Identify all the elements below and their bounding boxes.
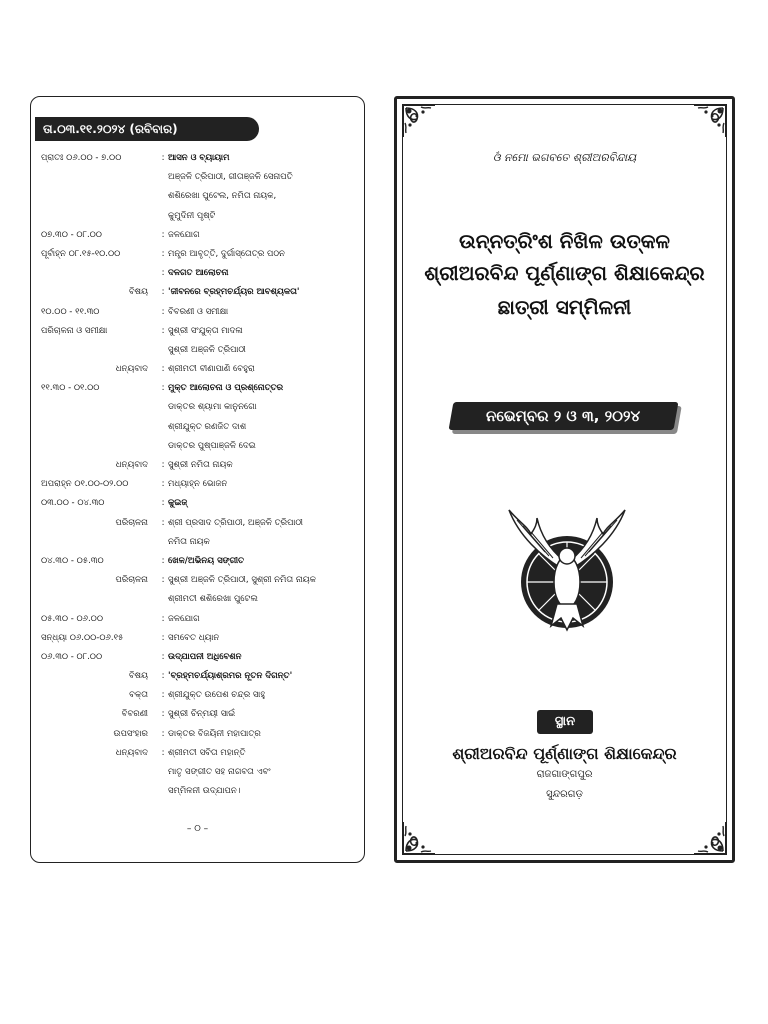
schedule-separator: :: [161, 728, 165, 739]
schedule-row: [31, 610, 365, 629]
schedule-row: [31, 571, 365, 590]
schedule-separator: :: [161, 613, 165, 624]
schedule-row: [31, 725, 365, 744]
schedule-time: ପରିଚାଳନା: [115, 517, 148, 528]
schedule-item: ସୁଶ୍ରୀ ସଂଯୁକ୍ତା ମାଦଳା: [168, 325, 243, 336]
date-banner: ତା.୦୩.୧୧.୨୦୨୪ (ରବିବାର): [35, 117, 259, 141]
schedule-row: [31, 360, 365, 379]
schedule-time: ପରିଚାଳନା ଓ ସମୀକ୍ଷା: [41, 325, 108, 336]
schedule-row: [31, 187, 365, 206]
schedule-item: ସୁଶ୍ରୀ ନମିତା ନାୟକ: [168, 460, 233, 470]
schedule-row: [31, 494, 365, 513]
schedule-item: 'ବ୍ରହ୍ମଚର୍ଯ୍ୟାଶ୍ରମର ନୂତନ ଦିଗନ୍ତ': [168, 671, 293, 682]
schedule-separator: :: [161, 498, 165, 509]
schedule-time: ପ୍ରାତଃ ୦୬.୦୦ - ୭.୦୦: [41, 153, 122, 163]
schedule-time: ପରିଚାଳନା: [115, 575, 148, 586]
schedule-separator: :: [161, 690, 165, 701]
schedule-row: [31, 456, 365, 475]
schedule-item: ମାତୃ ସଙ୍ଗୀତ ସହ ନାଗବତା ଏବଂ: [168, 767, 271, 777]
venue-name: ଶ୍ରୀଅରବିନ୍ଦ ପୂର୍ଣ୍ଣାଙ୍ଗ ଶିକ୍ଷାକେନ୍ଦ୍ର: [452, 744, 677, 763]
schedule-time: ୧୧.୩୦ - ୦୧.୦୦: [41, 383, 100, 394]
schedule-item: ଆସନ ଓ ବ୍ୟାୟାମ: [168, 153, 230, 163]
schedule-item: କୁଇଜ୍: [168, 498, 188, 509]
schedule-row: [31, 341, 365, 360]
schedule-item: ଡାକ୍ତର ପୁଷ୍ପାଞ୍ଜଳି ଦେଇ: [168, 440, 256, 451]
schedule-item: ଖେଳ/ଅଭିନୟ ସଙ୍ଗୀତ: [168, 555, 245, 566]
corner-ornament-icon: [401, 820, 437, 856]
event-title-line-1: ଉନ୍ନତ୍ରିଂଶ ନିଖିଳ ଉତ୍କଳ: [459, 229, 670, 253]
schedule-row: [31, 782, 365, 801]
schedule-row: [31, 648, 365, 667]
schedule-item: ସମବେତ ଧ୍ୟାନ: [168, 632, 220, 643]
dove-emblem-icon: [501, 506, 633, 638]
schedule-time: ଧନ୍ୟବାଦ: [115, 747, 148, 758]
schedule-item: ବିବରଣୀ ଓ ସମୀକ୍ଷା: [168, 306, 229, 317]
schedule-separator: :: [161, 555, 165, 566]
schedule-row: [31, 475, 365, 494]
schedule-item: ମୁକ୍ତ ଆଲୋଚନା ଓ ପ୍ରଶ୍ନୋତ୍ତର: [168, 383, 284, 394]
schedule-row: [31, 686, 365, 705]
schedule-item: ଡାକ୍ତର ବିଜୟିନୀ ମହାପାତ୍ର: [168, 728, 261, 739]
schedule-item: ଶ୍ରୀ ପ୍ରସାଦ ତ୍ରିପାଠୀ, ଅଞ୍ଜଳି ତ୍ରିପାଠୀ: [168, 517, 303, 528]
schedule-separator: :: [161, 671, 165, 682]
schedule-time: ବିଷୟ: [128, 671, 148, 682]
schedule-row: [31, 245, 365, 264]
schedule-item: ସୁଶ୍ରୀ ଅଞ୍ଜଳି ତ୍ରିପାଠୀ: [168, 344, 246, 355]
schedule-row: [31, 514, 365, 533]
schedule-item: ଡାକ୍ତର ଶ୍ୟାମା କାନୁନଗୋ: [168, 402, 257, 413]
schedule-separator: :: [161, 364, 165, 375]
schedule-item: ଶଶିରେଖା ପୁଟେଲ, ନମିତା ନାୟକ,: [168, 191, 277, 202]
schedule-row: [31, 552, 365, 571]
schedule-row: [31, 322, 365, 341]
schedule-time: ବିବରଣୀ: [121, 709, 148, 720]
schedule-row: [31, 264, 365, 283]
schedule-item: ସୁଶ୍ରୀ ଅଞ୍ଜଳି ତ୍ରିପାଠୀ, ସୁଶ୍ରୀ ନମିତା ନାୟକ: [168, 575, 316, 586]
schedule-separator: :: [161, 383, 165, 394]
venue-town: ରାଜଗାଙ୍ଗପୁର: [536, 769, 593, 780]
schedule-row: [31, 303, 365, 322]
schedule-separator: :: [161, 517, 165, 528]
schedule-item: ଦଳଗତ ଆଲୋଚନା: [168, 268, 229, 279]
schedule-row: [31, 379, 365, 398]
schedule-time: ବକ୍ତା: [129, 690, 148, 701]
schedule-separator: :: [161, 632, 165, 643]
schedule-row: [31, 763, 365, 782]
schedule-time: ୦୩.୦୦ - ୦୪.୩୦: [41, 498, 105, 509]
schedule-row: [31, 705, 365, 724]
event-date-badge: [449, 402, 679, 430]
schedule-row: [31, 533, 365, 552]
schedule-separator: :: [161, 575, 165, 586]
event-title-line-2: ଶ୍ରୀଅରବିନ୍ଦ ପୂର୍ଣ୍ଣାଙ୍ଗ ଶିକ୍ଷାକେନ୍ଦ୍ର: [424, 261, 705, 285]
schedule-row: [31, 744, 365, 763]
schedule-separator: :: [161, 325, 165, 336]
invocation: ଓଁ ନମୋ ଭଗବତେ ଶ୍ରୀଅରବିନ୍ଦାୟ: [492, 151, 637, 164]
schedule-separator: :: [161, 306, 165, 317]
event-title-line-3: ଛାତ୍ରୀ ସମ୍ମିଳନୀ: [497, 295, 632, 319]
schedule-item: ନମିତା ନାୟକ: [168, 536, 210, 547]
schedule-item: ଶ୍ରୀମତୀ ବୀଣାପାଣି ବେହୁରା: [168, 364, 255, 375]
schedule-item: ଅଞ୍ଜଳି ତ୍ରିପାଠୀ, ଗୀତାଞ୍ଜଳି ସେନାପତି: [168, 172, 293, 183]
venue-label: ସ୍ଥାନ: [537, 710, 593, 734]
decorative-frame: [402, 104, 727, 855]
schedule-item: ଶ୍ରୀମତୀ ସବିତା ମହାନ୍ତି: [168, 747, 246, 758]
schedule-time: ଧନ୍ୟବାଦ: [115, 364, 148, 375]
schedule-time: ଉପସଂହାର: [113, 728, 148, 739]
schedule-item: ଉଦ୍‌ଯାପନୀ ଅଧିବେଶନ: [168, 651, 242, 662]
schedule-separator: :: [161, 479, 165, 490]
schedule-row: [31, 168, 365, 187]
schedule-time: ୧୦.୦୦ - ୧୧.୩୦: [41, 306, 100, 317]
corner-ornament-icon: [692, 103, 728, 139]
schedule-time: ୦୪.୩୦ - ୦୫.୩୦: [41, 555, 104, 566]
schedule-item: ଶ୍ରୀଯୁକ୍ତ ରଣଜିତ ଦାଶ: [168, 421, 247, 432]
event-date: ନଭେମ୍ବର ୨ ଓ ୩, ୨୦୨୪: [486, 407, 641, 425]
schedule-item: 'ଜୀବନରେ ବ୍ରହ୍ମଚର୍ଯ୍ୟର ଆବଶ୍ୟକତା': [168, 287, 300, 298]
schedule-separator: :: [161, 229, 165, 240]
schedule-item: ମନ୍ତ୍ର ଆବୃତ୍ତି, ଦୁର୍ଗାସ୍ତୋତ୍ର ପଠନ: [168, 248, 285, 259]
schedule-time: ପୂର୍ବାହ୍ନ ୦୮.୧୫-୧୦.୦୦: [41, 248, 121, 259]
schedule-separator: :: [161, 268, 165, 279]
schedule-row: [31, 437, 365, 456]
schedule-row: [31, 149, 365, 168]
schedule-item: କୁମୁଦିନୀ ପୃଷ୍ଟି: [168, 210, 216, 221]
schedule-row: [31, 418, 365, 437]
schedule-item: ଶ୍ରୀଯୁକ୍ତ ଉପେଶ ଚନ୍ଦ୍ର ସାହୁ: [168, 690, 266, 701]
page-number: – ୦ –: [186, 824, 209, 834]
schedule-row: [31, 283, 365, 302]
corner-ornament-icon: [692, 820, 728, 856]
schedule-time: ଧନ୍ୟବାଦ: [115, 460, 148, 470]
venue-district: ସୁନ୍ଦରଗଡ଼: [546, 789, 583, 800]
schedule-separator: :: [161, 709, 165, 720]
schedule-item: ମଧ୍ୟାହ୍ନ ଭୋଜନ: [168, 479, 228, 490]
program-panel: [30, 96, 365, 863]
schedule-separator: :: [161, 287, 165, 298]
schedule-separator: :: [161, 747, 165, 758]
schedule-separator: :: [161, 153, 165, 163]
schedule-row: [31, 667, 365, 686]
schedule-time: ସନ୍ଧ୍ୟା ୦୬.୦୦-୦୬.୧୫: [41, 632, 124, 643]
schedule-item: ଜଳଯୋଗ: [168, 613, 200, 624]
schedule-time: ୦୬.୩୦ - ୦୮.୦୦: [41, 651, 103, 662]
corner-ornament-icon: [401, 103, 437, 139]
schedule-row: [31, 398, 365, 417]
schedule-separator: :: [161, 460, 165, 470]
schedule-separator: :: [161, 651, 165, 662]
schedule-time: ବିଷୟ: [128, 287, 148, 298]
schedule-time: ୦୫.୩୦ - ୦୬.୦୦: [41, 613, 103, 624]
program-schedule: [31, 149, 365, 801]
schedule-item: ସୁଶ୍ରୀ ଚିନ୍ମୟୀ ସାଇଁ: [168, 709, 236, 720]
schedule-row: [31, 226, 365, 245]
schedule-row: [31, 590, 365, 609]
schedule-item: ଜଳଯୋଗ: [168, 229, 200, 240]
schedule-separator: :: [161, 248, 165, 259]
schedule-time: ୦୭.୩୦ - ୦୮.୦୦: [41, 229, 102, 240]
schedule-row: [31, 629, 365, 648]
schedule-time: ଅପରାହ୍ନ ୦୧.୦୦-୦୨.୦୦: [41, 479, 129, 490]
schedule-item: ସମ୍ମିଳନୀ ଉଦ୍‌ଯାପନ।: [168, 786, 241, 797]
schedule-row: [31, 207, 365, 226]
cover-panel: [394, 96, 735, 863]
schedule-item: ଶ୍ରୀମତୀ ଶଶିରେଖା ପୁଟେଲ: [168, 594, 258, 605]
